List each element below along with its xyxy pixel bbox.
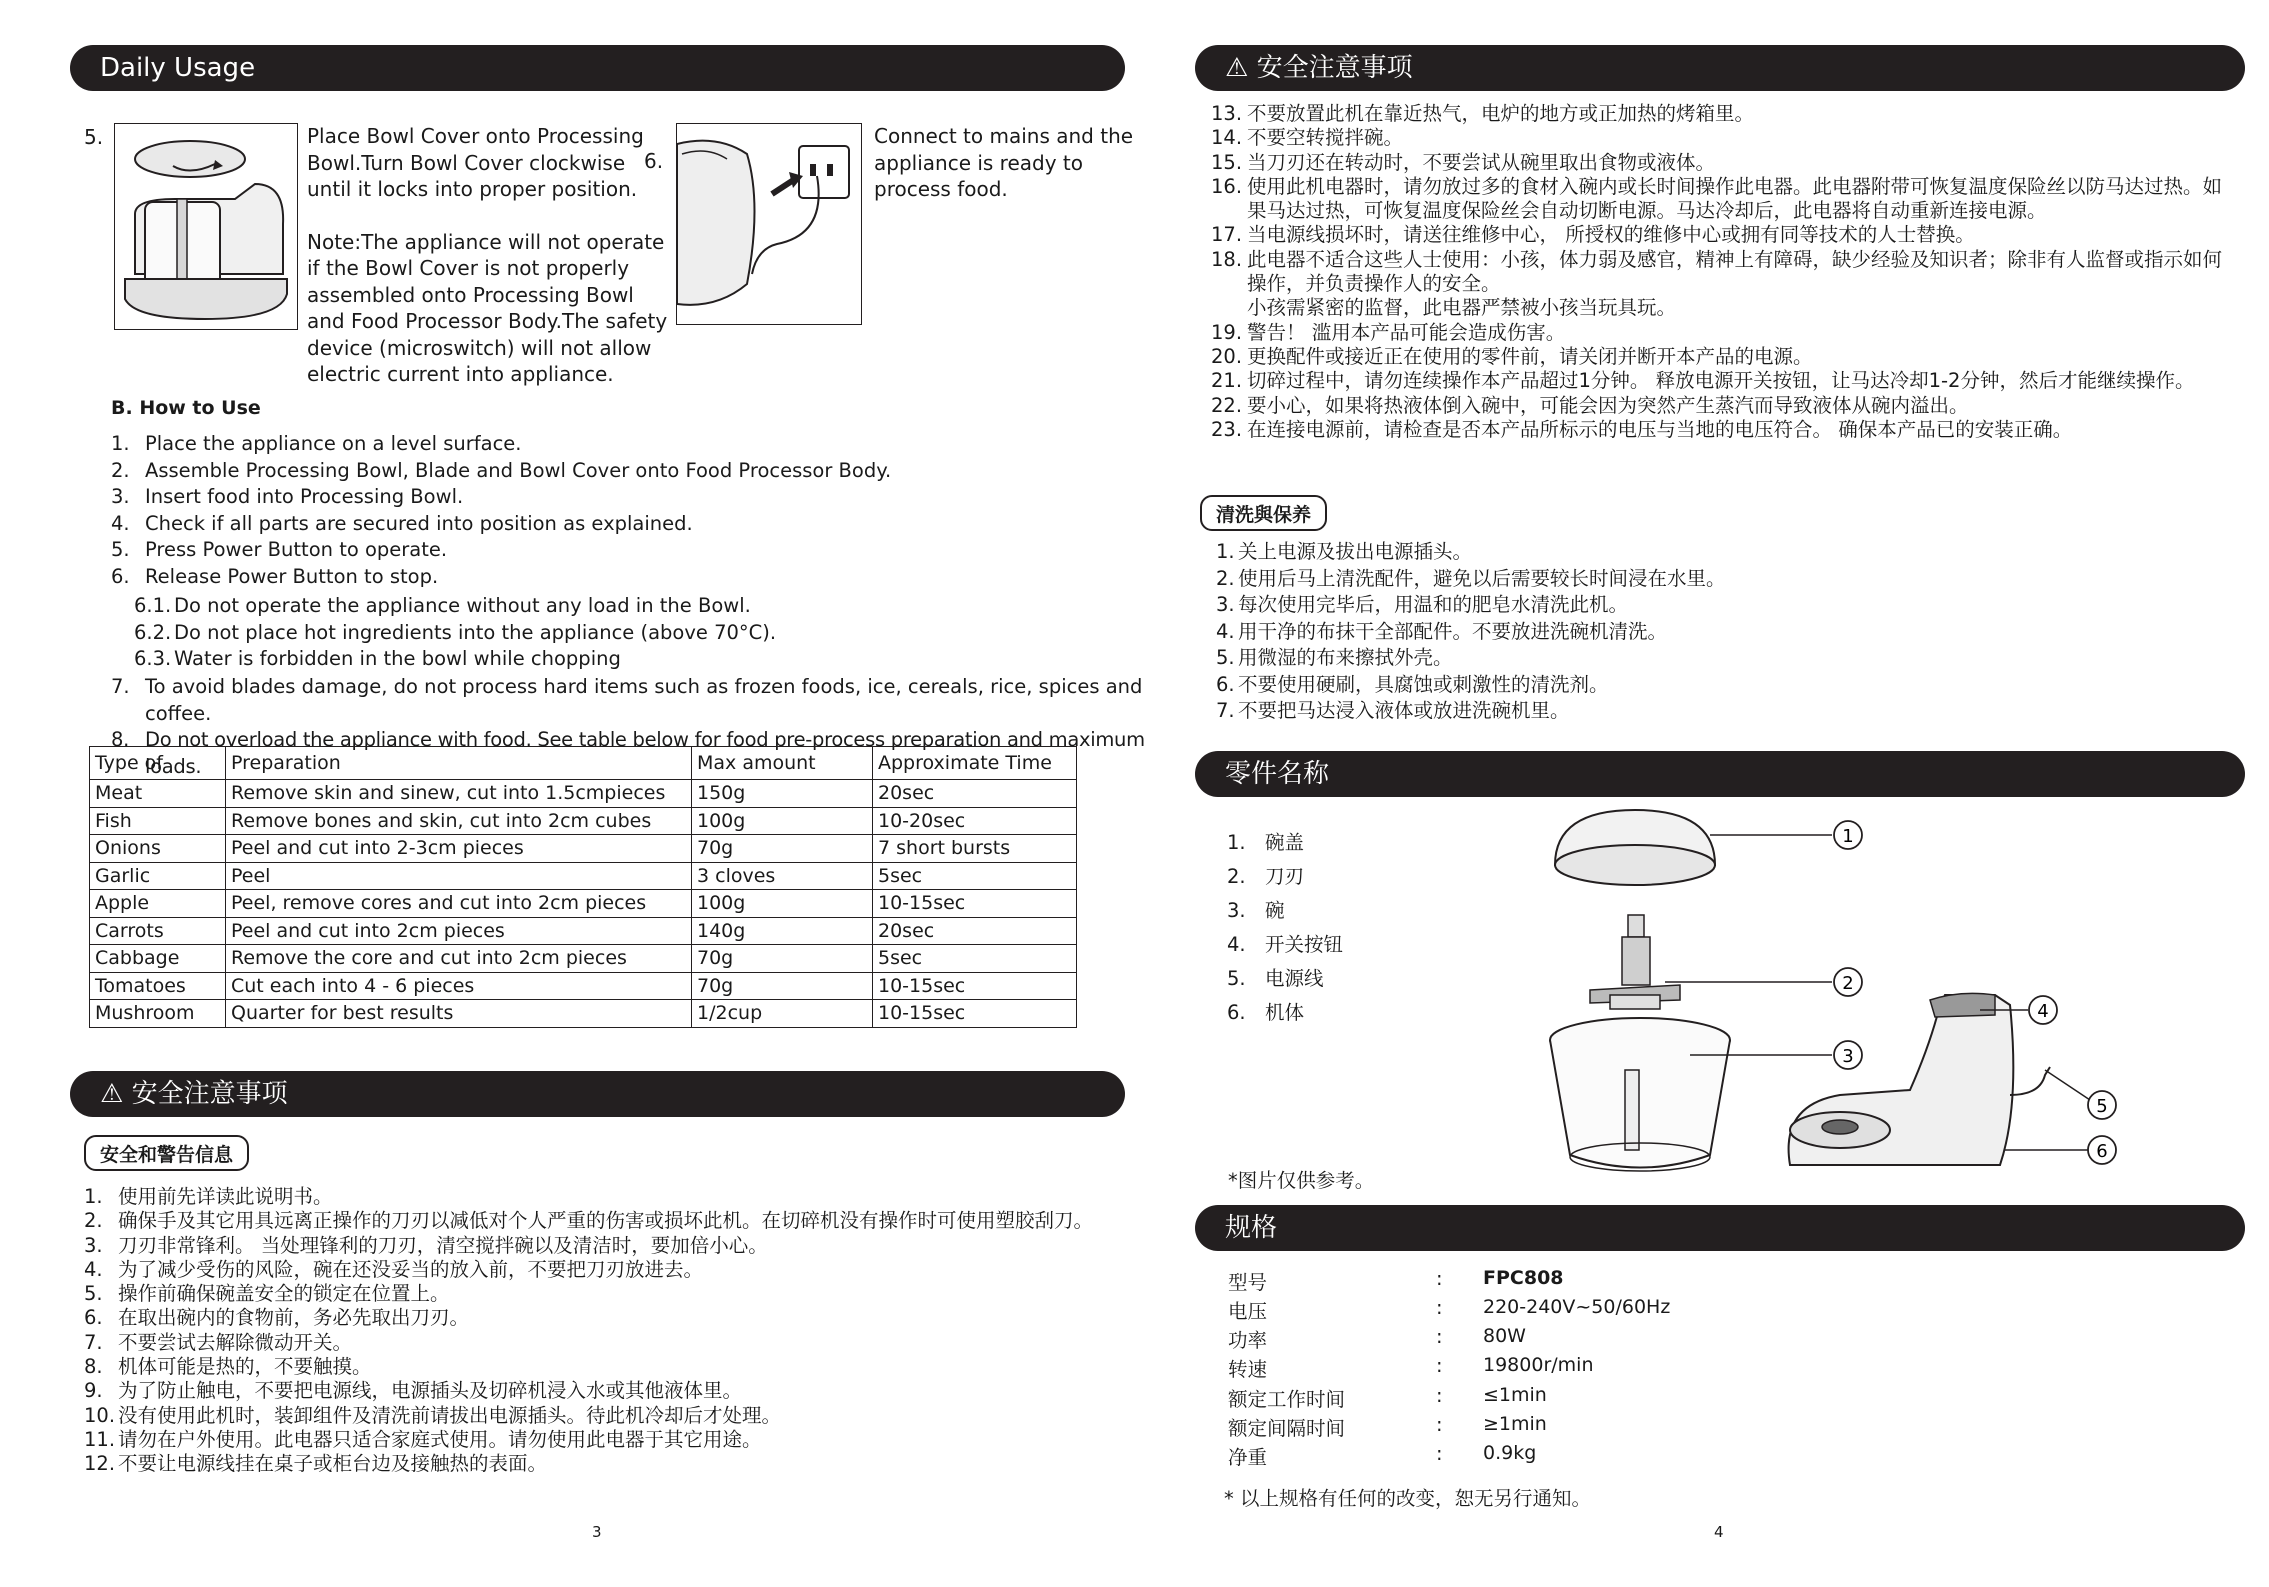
list-item: 8. 机体可能是热的，不要触摸。 — [84, 1355, 372, 1379]
list-item: 5. Press Power Button to operate. — [111, 538, 448, 561]
spec-value: 220-240V~50/60Hz — [1483, 1296, 1671, 1318]
callout-5 — [2088, 1091, 2116, 1119]
list-item: 11. 请勿在户外使用。此电器只适合家庭式使用。请勿使用此电器于其它用途。 — [84, 1427, 762, 1451]
spec-value: 80W — [1483, 1325, 1526, 1347]
spec-value: ≥1min — [1483, 1413, 1547, 1435]
svg-text:6: 6 — [2096, 1141, 2108, 1162]
spec-colon: : — [1436, 1267, 1443, 1290]
specs-note: * 以上规格有任何的改变，恕无另行通知。 — [1224, 1487, 1591, 1510]
list-item: 6. 机体 — [1227, 1001, 1305, 1024]
list-item: 23. 在连接电源前，请检查是否本产品所标示的电压与当地的电压符合。 确保本产品已的安装正确。 — [1211, 417, 2073, 441]
daily-usage-header — [70, 45, 1125, 91]
table-row: Cabbage Remove the core and cut into 2cm pieces 70g 5sec — [90, 945, 1077, 973]
list-item: 8. Do not overload the appliance with food. See table below for food pre-process preparation and maximum loads. — [111, 728, 1145, 778]
parts-header — [1195, 751, 2245, 797]
list-item: 10. 没有使用此机时，装卸组件及清洗前请拔出电源插头。待此机冷却后才处理。 — [84, 1403, 782, 1427]
spec-colon: : — [1436, 1296, 1443, 1319]
list-item: 3. 每次使用完毕后，用温和的肥皂水清洗此机。 — [1216, 593, 1629, 616]
list-item: 9. 为了防止触电，不要把电源线，电源插头及切碎机浸入水或其他液体里。 — [84, 1379, 743, 1403]
list-item: 13. 不要放置此机在靠近热气，电炉的地方或正加热的烤箱里。 — [1211, 102, 1755, 125]
specs-header — [1195, 1205, 2245, 1251]
spec-colon: : — [1436, 1384, 1443, 1407]
list-item: 15. 当刀刃还在转动时，不要尝试从碗里取出食物或液体。 — [1211, 150, 1716, 174]
table-row: Meat Remove skin and sinew, cut into 1.5cmpieces 150g 20sec — [90, 780, 1077, 808]
table-header: Type of — [90, 747, 226, 780]
list-item: 6. Release Power Button to stop. — [111, 564, 439, 588]
step6-line: appliance is ready to — [874, 150, 1083, 175]
table-header-row — [90, 747, 1077, 780]
spec-colon: : — [1436, 1413, 1443, 1436]
safety-header-right — [1195, 45, 2245, 91]
step5-note-line: Note:The appliance will not operate — [307, 229, 665, 254]
list-item: 5. 用微湿的布来擦拭外壳。 — [1216, 646, 1453, 669]
list-item: 6. 不要使用硬刷，具腐蚀或刺激性的清洗剂。 — [1216, 672, 1609, 696]
step5-illustration — [114, 123, 298, 330]
daily-usage-title: Daily Usage — [100, 53, 256, 83]
table-row: Tomatoes Cut each into 4 - 6 pieces 70g 10-15sec — [90, 972, 1077, 1000]
spec-label: 型号 — [1228, 1271, 1268, 1294]
list-item: 4. Check if all parts are secured into position as explained. — [111, 511, 693, 535]
specs-title: 规格 — [1225, 1213, 1278, 1243]
svg-text:3: 3 — [1842, 1046, 1854, 1067]
list-item: 1. 关上电源及拔出电源插头。 — [1216, 540, 1473, 563]
step6-line: Connect to mains and the — [874, 124, 1134, 148]
safety-header-left — [70, 1071, 1125, 1117]
callout-3 — [1834, 1041, 1862, 1069]
cleaning-list — [1216, 539, 2216, 725]
how-to-use-sublist — [134, 593, 1134, 673]
step5-note-line: and Food Processor Body.The safety — [307, 309, 668, 333]
safety-list-right — [1211, 102, 2226, 442]
spec-colon: : — [1436, 1325, 1443, 1348]
list-item: 小孩需紧密的监督，此电器严禁被小孩当玩具玩。 — [1247, 296, 1677, 320]
how-to-use-list — [111, 431, 1141, 590]
callout-4 — [2029, 996, 2057, 1024]
step6-illustration — [676, 123, 862, 325]
list-item: 6.2. Do not place hot ingredients into the appliance (above 70°C). — [134, 620, 777, 644]
list-item: 1. 碗盖 — [1227, 831, 1305, 854]
callout-6 — [2088, 1136, 2116, 1164]
list-item: 14. 不要空转搅拌碗。 — [1211, 126, 1404, 150]
step5-text — [307, 123, 667, 388]
table-row: Fish Remove bones and skin, cut into 2cm cubes 100g 10-20sec — [90, 807, 1077, 835]
list-item: 6. 在取出碗内的食物前，务必先取出刀刃。 — [84, 1306, 470, 1330]
list-item: 3. Insert food into Processing Bowl. — [111, 485, 464, 508]
list-item: 20. 更换配件或接近正在使用的零件前，请关闭并断开本产品的电源。 — [1211, 344, 1813, 368]
spec-value: 19800r/min — [1483, 1354, 1594, 1376]
callout-2 — [1834, 968, 1862, 996]
how-to-use-heading: B. How to Use — [111, 397, 261, 419]
list-item: 4. 开关按钮 — [1227, 933, 1344, 956]
safety-warning-pill: 安全和警告信息 — [84, 1135, 249, 1171]
svg-text:4: 4 — [2037, 1001, 2049, 1022]
spec-value: ≤1min — [1483, 1384, 1547, 1406]
food-preparation-table — [89, 746, 1077, 1028]
svg-text:5: 5 — [2096, 1096, 2108, 1117]
svg-text:1: 1 — [1842, 826, 1854, 847]
list-item: 6.3. Water is forbidden in the bowl while chopping — [134, 647, 621, 670]
list-item: 1. 使用前先详读此说明书。 — [84, 1185, 333, 1208]
spec-label: 额定工作时间 — [1228, 1388, 1346, 1411]
table-row: Carrots Peel and cut into 2cm pieces 140g 20sec — [90, 917, 1077, 945]
step5-line: Place Bowl Cover onto Processing — [307, 124, 644, 148]
safety-list-left — [84, 1185, 1094, 1477]
list-item: 2. 使用后马上清洗配件，避免以后需要较长时间浸在水里。 — [1216, 566, 1726, 590]
spec-colon: : — [1436, 1442, 1443, 1465]
safety-title: ⚠ 安全注意事项 — [100, 1079, 288, 1109]
list-item: 18. 此电器不适合这些人士使用：小孩，体力弱及感官，精神上有障碍，缺少经验及知识者；除非有人监督或指示如何操作，并负责操作人的安全。 — [1211, 247, 2223, 296]
table-row: Apple Peel, remove cores and cut into 2cm pieces 100g 10-15sec — [90, 890, 1077, 918]
step6-text — [874, 123, 1133, 203]
list-item: 12. 不要让电源线挂在桌子或柜台边及接触热的表面。 — [84, 1452, 548, 1476]
list-item: 7. 不要尝试去解除微动开关。 — [84, 1330, 353, 1354]
list-item: 19. 警告！ 滥用本产品可能会造成伤害。 — [1211, 320, 1566, 344]
list-item: 7. 不要把马达浸入液体或放进洗碗机里。 — [1216, 699, 1570, 722]
list-item: 7. To avoid blades damage, do not process hard items such as frozen foods, ice, cereals, rice, spices and coffee. — [111, 675, 1143, 725]
table-row: Garlic Peel 3 cloves 5sec — [90, 862, 1077, 890]
callout-1 — [1834, 821, 1862, 849]
step5-note-line: if the Bowl Cover is not properly — [307, 256, 630, 280]
table-header: Preparation — [226, 747, 692, 780]
cleaning-pill: 清洗與保养 — [1200, 495, 1327, 531]
page-number-left: 3 — [592, 1523, 602, 1541]
list-item: 4. 用干净的布抹干全部配件。不要放进洗碗机清洗。 — [1216, 619, 1668, 643]
spec-label: 转速 — [1228, 1358, 1268, 1381]
step5-number: 5. — [84, 125, 104, 149]
table-row: Onions Peel and cut into 2-3cm pieces 70g 7 short bursts — [90, 835, 1077, 863]
step6-line: process food. — [874, 177, 1008, 201]
list-item: 2. 刀刃 — [1227, 865, 1305, 888]
spec-value: FPC808 — [1483, 1267, 1564, 1289]
spec-value: 0.9kg — [1483, 1442, 1537, 1464]
step5-note-line: electric current into appliance. — [307, 362, 614, 386]
list-item: 16. 使用此机电器时，请勿放过多的食材入碗内或长时间操作此电器。此电器附带可恢复温度保险丝以防马达过热。如果马达过热，可恢复温度保险丝会自动切断电源。马达冷却后，此电器将自动重新连接电源。 — [1211, 174, 2223, 223]
exploded-parts-diagram — [1540, 805, 2140, 1205]
list-item: 2. Assemble Processing Bowl, Blade and Bowl Cover onto Food Processor Body. — [111, 458, 892, 482]
list-item: 3. 碗 — [1227, 899, 1285, 922]
list-item: 17. 当电源线损坏时，请送往维修中心， 所授权的维修中心或拥有同等技术的人士替换。 — [1211, 223, 1975, 247]
list-item: 5. 电源线 — [1227, 967, 1324, 990]
spec-label: 功率 — [1228, 1329, 1268, 1352]
safety-title: ⚠ 安全注意事项 — [1225, 53, 1413, 83]
table-row: Mushroom Quarter for best results 1/2cup 10-15sec — [90, 1000, 1077, 1028]
spec-label: 电压 — [1228, 1300, 1268, 1323]
svg-text:2: 2 — [1842, 973, 1854, 994]
list-item: 21. 切碎过程中，请勿连续操作本产品超过1分钟。 释放电源开关按钮，让马达冷却1-2分钟，然后才能继续操作。 — [1211, 369, 2195, 393]
table-header: Approximate Time — [873, 747, 1077, 780]
spec-label: 净重 — [1228, 1446, 1268, 1469]
list-item: 6.1. Do not operate the appliance without any load in the Bowl. — [134, 594, 751, 617]
parts-list — [1227, 826, 1427, 1030]
list-item: 3. 刀刃非常锋利。 当处理锋利的刀刃，清空搅拌碗以及清洁时，要加倍小心。 — [84, 1233, 768, 1257]
step5-line: until it locks into proper position. — [307, 177, 638, 201]
page-number-right: 4 — [1714, 1523, 1724, 1541]
spec-label: 额定间隔时间 — [1228, 1417, 1346, 1440]
step5-note-line: assembled onto Processing Bowl — [307, 282, 634, 307]
parts-title: 零件名称 — [1225, 759, 1330, 789]
step5-note-line: device (microswitch) will not allow — [307, 335, 652, 360]
step5-line: Bowl.Turn Bowl Cover clockwise — [307, 150, 626, 175]
list-item: 2. 确保手及其它用具远离正操作的刀刃以减低对个人严重的伤害或损坏此机。在切碎机没有操作时可使用塑胶刮刀。 — [84, 1209, 1094, 1233]
list-item: 4. 为了减少受伤的风险，碗在还没妥当的放入前，不要把刀刃放进去。 — [84, 1257, 704, 1281]
spec-colon: : — [1436, 1354, 1443, 1377]
list-item: 22. 要小心，如果将热液体倒入碗中，可能会因为突然产生蒸汽而导致液体从碗内溢出。 — [1211, 393, 1969, 417]
list-item: 1. Place the appliance on a level surface. — [111, 432, 522, 455]
image-note: *图片仅供参考。 — [1228, 1169, 1375, 1192]
step6-number: 6. — [644, 149, 664, 173]
table-header: Max amount — [692, 747, 873, 780]
list-item: 5. 操作前确保碗盖安全的锁定在位置上。 — [84, 1282, 450, 1306]
